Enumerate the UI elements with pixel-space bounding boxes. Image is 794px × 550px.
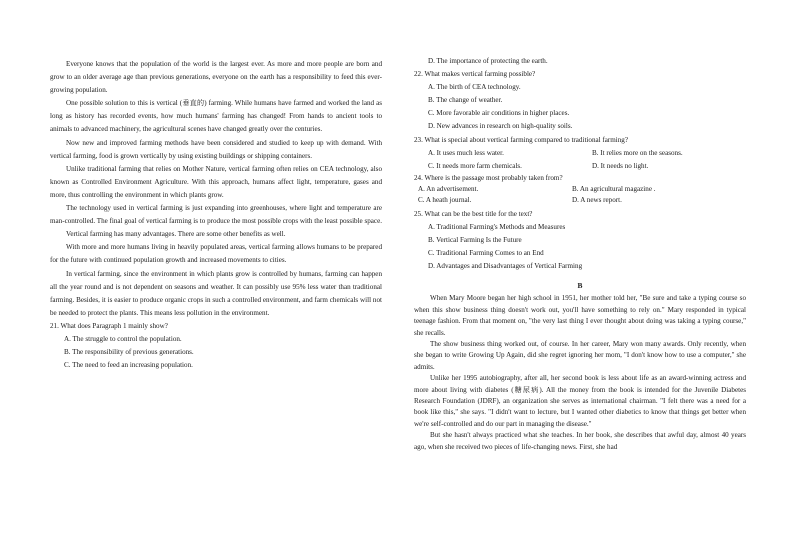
passage-a-paragraph-1: Everyone knows that the population of the world is the largest ever. As more and more people are born and grow to an older average age than previous generations, everyone on the earth has a responsibility to feed this ever-growing population. [50,60,382,95]
question-23 [414,134,746,173]
right-column [414,58,746,453]
option-c: C. It needs more farm chemicals. [428,161,522,170]
option-b: B. Vertical Farming Is the Future [428,236,522,245]
question-22 [414,68,746,133]
question-25 [414,208,746,273]
passage-a-paragraph-2: One possible solution to this is vertical (垂直的) farming. While humans have farmed and worked the land as long as history has recorded events, how much humans' farming has changed! From hands to ancient tools to animals to advanced machinery, the agricultural scenes have changed greatly over the centuries. [50,99,382,134]
options-row [414,195,746,206]
passage-b-paragraph-2: The show business thing worked out, of course. In her career, Mary won many awards. Only recently, when she began to write Growing Up Again, did she regret ignoring her mom, "I don't know how to use a computer," she admits. [414,340,746,371]
passage-a-paragraph-5: The technology used in vertical farming is just expanding into greenhouses, where light and temperature are man-controlled. The final goal of vertical farming is to produce the most possible crops with the least possible space. [50,204,383,226]
passage-b [414,293,746,453]
passage-a-paragraph-6: Vertical farming has many advantages. There are some other benefits as well. [66,230,286,239]
options-row [414,147,746,160]
option-a: A. Traditional Farming's Methods and Measures [428,222,566,231]
option-b: B. An agricultural magazine . [572,184,656,193]
passage-a-paragraph-4: Unlike traditional farming that relies on Mother Nature, vertical farming often relies on CEA technology, also known as Controlled Environment Agriculture. With this approach, humans affect light, temperature, gases and more, thus controlling the environment in which plants grow. [50,164,382,199]
passage-a-paragraph-3: Now new and improved farming methods have been considered and studied to keep up with demand. With vertical farming, food is grown vertically by using existing buildings or shipping containers. [50,138,382,160]
option-c: C. More favorable air conditions in higher places. [428,109,570,118]
option-d: D. Advantages and Disadvantages of Vertical Farming [428,262,583,271]
option-a: A. An advertisement. [418,184,479,193]
passage-b-paragraph-4: But she hasn't always practiced what she teaches. In her book, she describes that awful day, almost 40 years ago, when she received two pieces of life-changing news. First, she had [414,431,746,451]
option-d: D. It needs no light. [592,161,649,170]
option-d: D. A news report. [572,195,622,204]
option-a: A. The birth of CEA technology. [428,83,521,92]
passage-b-paragraph-1: When Mary Moore began her high school in 1951, her mother told her, "Be sure and take a typing course so when this show business thing doesn't work out, you'll have something to rely on." Mary responded in typical teenage fashion. From that moment on, "the very last thing I ever thought about doing was taking a typing course," she recalls. [414,294,746,337]
passage-a-paragraph-8: In vertical farming, since the environment in which plants grow is controlled by humans, farming can happen all the year round and is not dependent on seasons and weather. It can possibly use 95% less water than traditional farming. Besides, it is easier to produce organic crops in such a controlled environment, and farm chemicals will not be needed to protect the plants. This means less pollution in the environment. [50,269,382,317]
options-row [414,160,746,173]
option-c: C. A heath journal. [418,195,472,204]
passage-a-paragraph-7: With more and more humans living in heavily populated areas, vertical farming allows humans to be prepared for the future with continued population growth and increased movements to cities. [50,243,382,265]
option-b: B. The change of weather. [428,96,503,105]
option-c: C. Traditional Farming Comes to an End [428,249,544,258]
option-a: A. It uses much less water. [428,148,504,157]
left-column [50,58,382,372]
question-stem: 21. What does Paragraph 1 mainly show? [50,321,168,330]
option-b: B. The responsibility of previous generations. [64,348,194,357]
passage-b-title: B [577,281,583,291]
option-d: D. New advances in research on high-quality soils. [428,122,573,131]
option-a: A. The struggle to control the population. [64,334,182,343]
question-stem: 25. What can be the best title for the text? [414,209,533,218]
question-stem: 23. What is special about vertical farming compared to traditional farming? [414,135,628,144]
question-stem: 24. Where is the passage most probably taken from? [414,173,563,182]
question-21 [50,320,382,372]
options-row [414,184,746,195]
question-stem: 22. What makes vertical farming possible? [414,70,536,79]
passage-b-paragraph-3: Unlike her 1995 autobiography, after all, her second book is less about life as an award-winning actress and more about living with diabetes (糖尿病). All the money from the book is intended for the Juvenile Diabetes Research Foundation (JDRF), an organization she serves as international chairman. "I felt there was a need for a book like this," she says. "I didn't want to lecture, but I wanted other diabetics to know that things get better when we're self-controlled and do our part in managing the disease." [414,374,746,428]
option-b: B. It relies more on the seasons. [592,148,683,157]
option-c: C. The need to feed an increasing population. [64,361,193,370]
option-d: D. The importance of protecting the earth. [428,57,548,65]
question-24 [414,173,746,206]
